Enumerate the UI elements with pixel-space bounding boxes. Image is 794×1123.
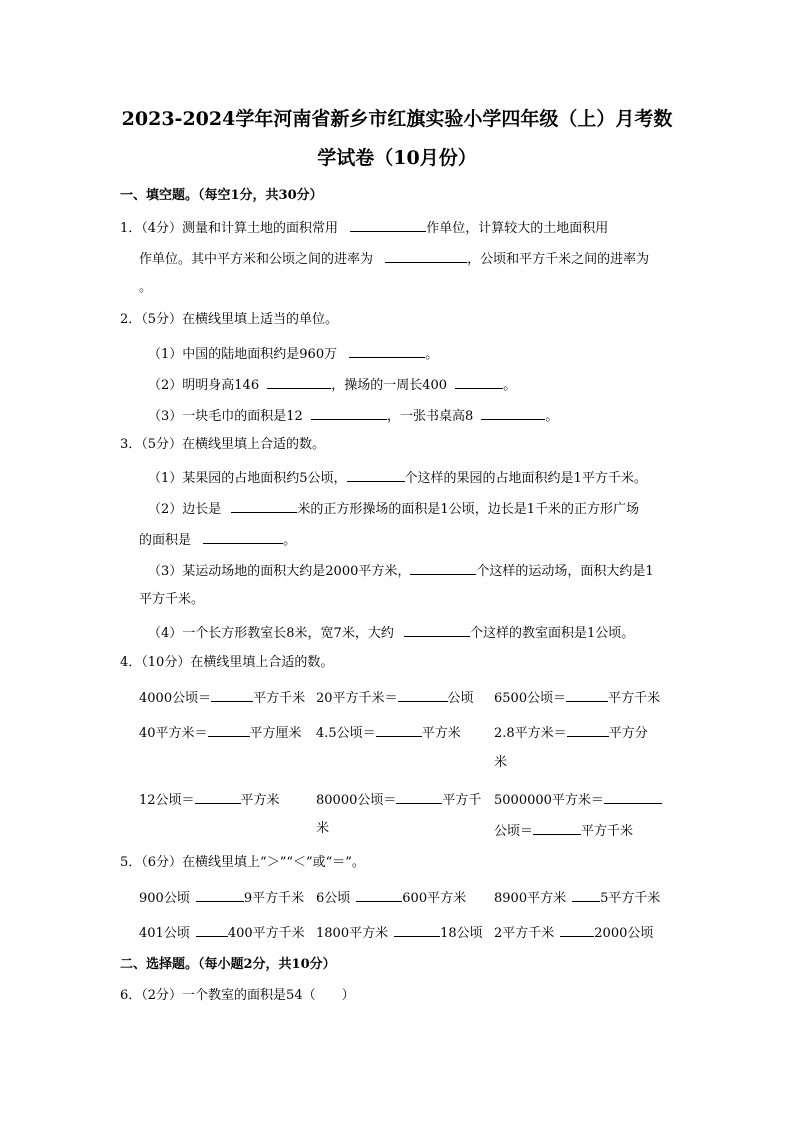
- answer-blank[interactable]: [347, 469, 405, 482]
- answer-blank[interactable]: [604, 791, 662, 804]
- answer-blank[interactable]: [208, 724, 250, 737]
- answer-blank[interactable]: [211, 689, 253, 702]
- question-3-part-3-continued: 平方千米。: [139, 592, 205, 607]
- question-text: 40平方米＝: [139, 726, 208, 741]
- question-text: 18公顷: [440, 926, 483, 941]
- question-text: （2）边长是: [148, 502, 222, 517]
- answer-blank[interactable]: [398, 689, 448, 702]
- answer-blank[interactable]: [350, 219, 426, 232]
- question-text: （2）明明身高146: [148, 378, 260, 393]
- question-text: 平方厘米: [249, 726, 302, 741]
- question-text: ，操场的一周长400: [331, 378, 448, 393]
- answer-blank[interactable]: [455, 376, 503, 389]
- conversion-item-wrap: 米: [316, 821, 330, 836]
- question-text: 8900平方米: [494, 891, 567, 906]
- comparison-item: [139, 889, 304, 905]
- comparison-item: [494, 924, 653, 940]
- question-text: 6500公顷＝: [494, 691, 567, 706]
- question-text: 2平方千米: [494, 926, 555, 941]
- question-3-part-4: [148, 624, 794, 640]
- question-text: ，一张书桌高8: [386, 409, 474, 424]
- page-title-line-1: 2023-2024学年河南省新乡市红旗实验小学四年级（上）月考数: [121, 108, 673, 130]
- conversion-item: [494, 724, 648, 740]
- question-text: 平方千米: [581, 824, 634, 839]
- comparison-item: [139, 924, 305, 940]
- question-text: 作单位。其中平方米和公顷之间的进率为: [139, 252, 374, 267]
- answer-blank[interactable]: [267, 376, 331, 389]
- answer-blank[interactable]: [356, 889, 402, 902]
- answer-blank[interactable]: [231, 500, 297, 513]
- question-text: 个这样的教室面积是1公顷。: [469, 626, 635, 641]
- answer-blank[interactable]: [196, 889, 244, 902]
- question-text: 。: [283, 533, 297, 548]
- question-text: 平方千米: [253, 691, 306, 706]
- question-3-part-1: [148, 469, 794, 485]
- question-text: 20平方千米＝: [316, 691, 398, 706]
- answer-blank[interactable]: [572, 889, 600, 902]
- question-text: 6公顷: [316, 891, 351, 906]
- question-text: 作单位，计算较大的土地面积用: [426, 221, 609, 236]
- question-text: 900公顷: [139, 891, 190, 906]
- conversion-item-wrap: [494, 822, 633, 838]
- question-text: 。: [503, 378, 517, 393]
- question-text: 5平方千米: [600, 891, 661, 906]
- answer-blank[interactable]: [567, 724, 609, 737]
- conversion-item-wrap: 米: [494, 755, 508, 770]
- answer-blank[interactable]: [560, 924, 594, 937]
- question-text: 平方米: [421, 726, 461, 741]
- section-heading-multiple-choice: 二、选择题。（每小题2分，共10分）: [120, 957, 336, 972]
- question-text: 平方分: [608, 726, 648, 741]
- conversion-item: [494, 689, 660, 705]
- conversion-item: [139, 791, 280, 807]
- answer-blank[interactable]: [404, 624, 470, 637]
- question-text: 9平方千米: [243, 891, 305, 906]
- answer-blank[interactable]: [410, 562, 476, 575]
- conversion-item: [494, 791, 662, 807]
- answer-blank[interactable]: [376, 724, 422, 737]
- comparison-item: [494, 889, 660, 905]
- question-text: 。: [545, 409, 559, 424]
- conversion-item: [316, 724, 461, 740]
- answer-blank[interactable]: [566, 689, 608, 702]
- question-2-part-2: [148, 376, 794, 392]
- conversion-item: [316, 791, 481, 807]
- question-6: 6．（2分）一个教室的面积是54（ ）: [120, 988, 355, 1003]
- comparison-item: [316, 924, 483, 940]
- question-3-part-2: [148, 500, 794, 516]
- section-heading-fill-in: 一、填空题。（每空1分，共30分）: [120, 188, 323, 203]
- question-text: 。: [425, 347, 439, 362]
- answer-blank[interactable]: [196, 924, 228, 937]
- question-5-heading: 5．（6分）在横线里填上“＞”“＜”或“＝”。: [120, 855, 365, 870]
- question-text: 400平方千米: [227, 926, 305, 941]
- question-text: （3）一块毛巾的面积是12: [148, 409, 303, 424]
- question-text: 的面积是: [139, 533, 192, 548]
- question-text: 4.5公顷＝: [316, 726, 376, 741]
- question-2-part-3: [148, 407, 794, 423]
- question-text: （1）中国的陆地面积约是960万: [148, 347, 338, 362]
- answer-blank[interactable]: [349, 345, 425, 358]
- question-1-end: 。: [139, 280, 153, 295]
- question-text: 公顷: [447, 691, 474, 706]
- question-text: 平方千米: [608, 691, 661, 706]
- question-text: （1）某果园的占地面积约5公顷，: [148, 471, 347, 486]
- question-text: 4000公顷＝: [139, 691, 212, 706]
- answer-blank[interactable]: [481, 407, 545, 420]
- answer-blank[interactable]: [385, 250, 467, 263]
- page-title-line-2: 学试卷（10月份）: [317, 147, 477, 169]
- question-text: （4）一个长方形教室长8米，宽7米，大约: [148, 626, 394, 641]
- question-text: 平方米: [240, 793, 280, 808]
- answer-blank[interactable]: [195, 791, 241, 804]
- question-text: 2000公顷: [594, 926, 654, 941]
- question-text: 米的正方形操场的面积是1公顷，边长是1千米的正方形广场: [297, 502, 639, 517]
- question-3-part-2-continued: [139, 531, 794, 547]
- answer-blank[interactable]: [394, 924, 440, 937]
- question-text: 公顷＝: [494, 824, 534, 839]
- question-text: 80000公顷＝: [316, 793, 397, 808]
- question-text: 401公顷: [139, 926, 190, 941]
- question-text: 个这样的果园的占地面积约是1平方千米。: [404, 471, 647, 486]
- answer-blank[interactable]: [203, 531, 283, 544]
- question-text: （3）某运动场地的面积大约是2000平方米，: [148, 564, 411, 579]
- question-text: 12公顷＝: [139, 793, 195, 808]
- conversion-item: [139, 724, 302, 740]
- question-text: 2.8平方米＝: [494, 726, 567, 741]
- question-text: 5000000平方米＝: [494, 793, 604, 808]
- question-text: 600平方米: [402, 891, 467, 906]
- question-text: 平方千: [442, 793, 482, 808]
- question-text: 个这样的运动场，面积大约是1: [476, 564, 654, 579]
- conversion-item: [139, 689, 305, 705]
- answer-blank[interactable]: [311, 407, 387, 420]
- question-4-heading: 4．（10分）在横线里填上合适的数。: [120, 655, 334, 670]
- question-2-heading: 2．（5分）在横线里填上适当的单位。: [120, 312, 339, 327]
- answer-blank[interactable]: [396, 791, 442, 804]
- question-3-part-3: [148, 562, 794, 578]
- question-3-heading: 3．（5分）在横线里填上合适的数。: [120, 437, 326, 452]
- question-text: 1．（4分）测量和计算土地的面积常用: [120, 221, 339, 236]
- question-text: ，公顷和平方千米之间的进率为: [467, 252, 650, 267]
- answer-blank[interactable]: [533, 822, 581, 835]
- comparison-item: [316, 889, 466, 905]
- question-text: 1800平方米: [316, 926, 389, 941]
- question-2-part-1: [148, 345, 794, 361]
- question-1-continued: [139, 250, 794, 266]
- conversion-item: [316, 689, 474, 705]
- question-1: [120, 219, 794, 235]
